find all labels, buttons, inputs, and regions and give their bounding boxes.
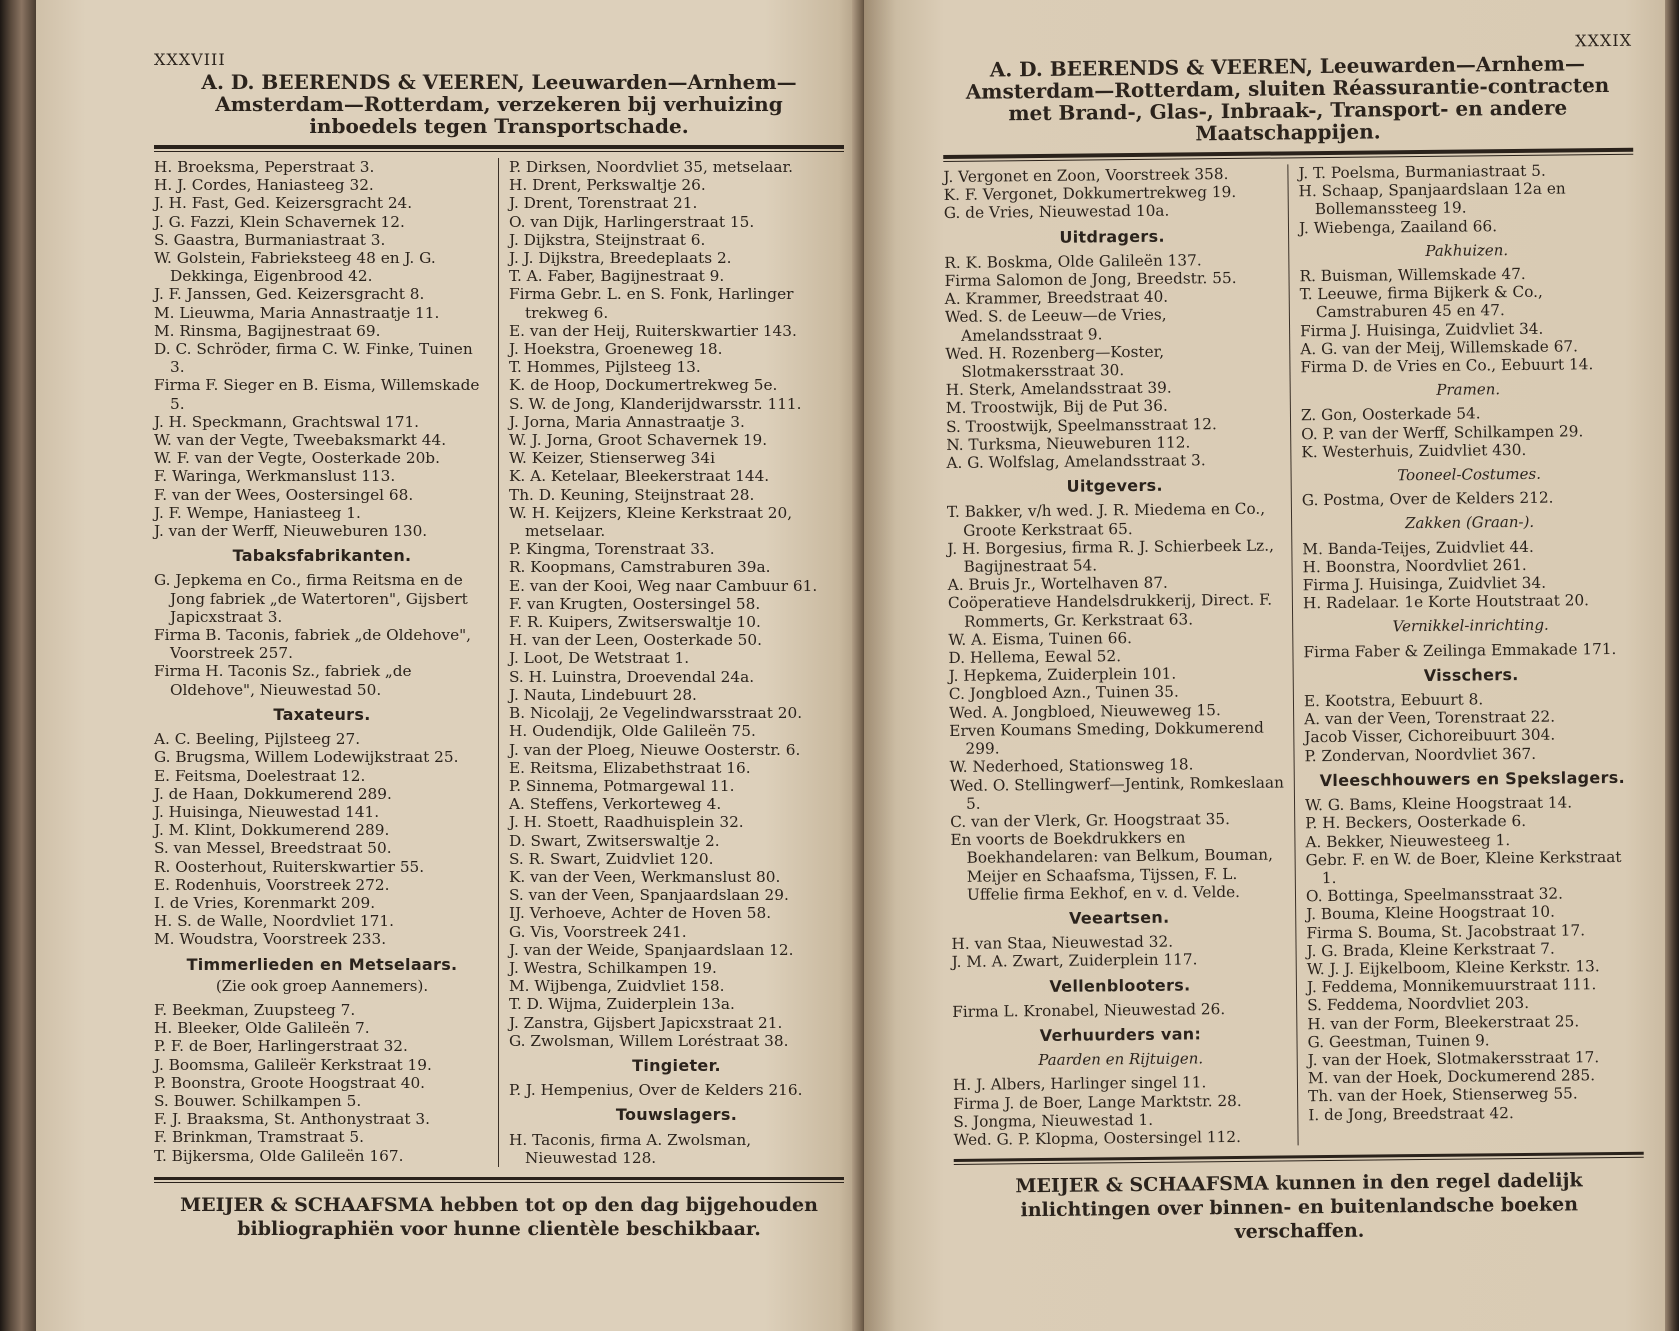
directory-entry: R. K. Boskma, Olde Galileën 137. — [944, 251, 1202, 272]
entry-list — [1298, 161, 1634, 237]
directory-entry: W. J. Jorna, Groot Schavernek 19. — [509, 431, 768, 450]
section-heading-timmerlieden: Timmerlieden en Metselaars. — [186, 954, 458, 974]
entry-list — [1302, 488, 1637, 510]
directory-entry: A. G. Wolfslag, Amelandsstraat 3. — [946, 451, 1206, 473]
directory-entry: S. van der Veen, Spanjaardslaan 29. — [509, 886, 789, 905]
directory-entry: T. D. Wijma, Zuiderplein 13a. — [509, 995, 735, 1014]
left-footer-advert: MEIJER & SCHAAFSMA hebben tot op den dag bijgehouden bibliographiën voor hunne clientèle beschikbaar. — [180, 1193, 818, 1240]
left-page-content — [154, 50, 844, 1241]
directory-entry: H. Oudendijk, Olde Galileën 75. — [509, 722, 756, 741]
directory-entry: P. Sinnema, Potmargewal 11. — [509, 776, 735, 795]
directory-entry: B. Nicolajj, 2e Vegelindwarsstraat 20. — [509, 704, 803, 723]
directory-entry: J. G. Fazzi, Klein Schavernek 12. — [154, 212, 405, 231]
directory-entry: T. Bakker, v/h wed. J. R. Miedema en Co., Groote Kerkstraat 65. — [946, 500, 1266, 540]
directory-entry: A. Krammer, Breedstraat 40. — [944, 287, 1169, 309]
directory-entry: O. Bottinga, Speelmansstraat 32. — [1305, 884, 1564, 906]
directory-entry: H. Sterk, Amelandsstraat 39. — [945, 378, 1172, 400]
directory-entry: W. J. J. Eijkelboom, Kleine Kerkstr. 13. — [1306, 957, 1600, 979]
directory-entry: S. Jongma, Nieuwestad 1. — [953, 1110, 1154, 1131]
directory-entry: J. H. Borgesius, firma R. J. Schierbeek Lz., Bagijnestraat 54. — [947, 536, 1274, 576]
book-edge-right — [1665, 0, 1679, 1331]
directory-entry: W. Golstein, Fabrieksteeg 48 en J. G. Dekkinga, Eigenbrood 42. — [154, 249, 436, 286]
right-page — [864, 0, 1665, 1331]
directory-entry: J. H. Stoett, Raadhuisplein 32. — [509, 813, 744, 832]
directory-entry: F. Waringa, Werkmanslust 113. — [154, 467, 396, 486]
left-page-number: XXXVIII — [154, 50, 226, 69]
directory-entry: C. van der Vlerk, Gr. Hoogstraat 35. — [950, 809, 1230, 831]
entry-list — [951, 932, 1287, 972]
directory-entry: Firma J. Huisinga, Zuidvliet 34. — [1299, 319, 1544, 340]
section-heading-veeartsen: Veeartsen. — [1068, 907, 1170, 928]
directory-entry: D. Swart, Zwitserswaltje 2. — [509, 831, 720, 850]
directory-entry: Firma B. Taconis, fabriek „de Oldehove", Voorstreek 257. — [154, 626, 472, 663]
directory-entry: H. S. de Walle, Noordvliet 171. — [154, 912, 394, 931]
directory-entry: E. Kootstra, Eebuurt 8. — [1303, 690, 1484, 711]
directory-entry: J. Boomsma, Galileër Kerkstraat 19. — [154, 1055, 432, 1074]
directory-entry: R. Oosterhout, Ruiterskwartier 55. — [154, 857, 425, 876]
directory-entry: J. Loot, De Wetstraat 1. — [509, 649, 690, 668]
directory-entry: J. Drent, Torenstraat 21. — [509, 194, 698, 213]
directory-entry: H. J. Cordes, Haniasteeg 32. — [154, 176, 374, 195]
section-heading-vellenblooters: Vellenblooters. — [1049, 974, 1191, 996]
left-columns — [154, 158, 844, 1167]
entry-list — [1304, 689, 1640, 765]
directory-entry: M. Rinsma, Bagijnestraat 69. — [154, 321, 381, 340]
directory-entry: H. van der Form, Bleekerstraat 25. — [1307, 1011, 1580, 1033]
entry-list — [1302, 536, 1638, 612]
section-heading-tingieter: Tingieter. — [632, 1055, 721, 1075]
directory-entry: Firma S. Bouma, St. Jacobstraat 17. — [1306, 920, 1586, 942]
directory-entry: Th. van der Hoek, Stienserweg 55. — [1308, 1084, 1578, 1106]
right-footer-advert: MEIJER & SCHAAFSMA kunnen in den regel dadelijk inlichtingen over binnen- en buitenlandsche boeken verschaffen. — [1015, 1169, 1583, 1244]
directory-entry: Coöperatieve Handelsdrukkerij, Direct. F. Rommerts, Gr. Kerkstraat 63. — [947, 591, 1273, 631]
directory-entry: F. R. Kuipers, Zwitserswaltje 10. — [509, 613, 761, 632]
directory-entry: J. Westra, Schilkampen 19. — [509, 958, 717, 977]
directory-entry: H. Schaap, Spanjaardslaan 12a en Bollemanssteeg 19. — [1298, 179, 1566, 219]
directory-entry: K. de Hoop, Dockumertrekweg 5e. — [509, 376, 778, 395]
directory-entry: J. H. Speckmann, Grachtswal 171. — [154, 412, 420, 431]
directory-entry: F. Beekman, Zuupsteeg 7. — [154, 1000, 356, 1019]
entry-list — [952, 999, 1288, 1021]
directory-entry: J. de Haan, Dokkumerend 289. — [154, 784, 392, 803]
book-edge-left — [0, 0, 36, 1331]
directory-entry: N. Turksma, Nieuweburen 112. — [946, 433, 1191, 454]
section-heading-uitgevers: Uitgevers. — [1066, 475, 1163, 496]
directory-entry: IJ. Verhoeve, Achter de Hoven 58. — [509, 904, 772, 923]
directory-entry: M. van der Hoek, Dockumerend 285. — [1307, 1066, 1596, 1088]
directory-entry: W. F. van der Vegte, Oosterkade 20b. — [154, 449, 440, 468]
directory-entry: Firma Faber & Zeilinga Emmakade 171. — [1303, 639, 1617, 661]
directory-entry: O. P. van der Werff, Schilkampen 29. — [1301, 421, 1584, 443]
directory-entry: Wed. O. Stellingwerf—Jentink, Romkeslaan 5. — [949, 772, 1285, 813]
footer-rule — [154, 1177, 844, 1180]
directory-entry: H. Radelaar. 1e Korte Houtstraat 20. — [1302, 591, 1590, 613]
subsection-heading-vernikkel: Vernikkel-inrichting. — [1392, 616, 1549, 636]
directory-entry: A. G. van der Meij, Willemskade 67. — [1300, 337, 1579, 359]
directory-entry: J. Wiebenga, Zaailand 66. — [1298, 216, 1498, 237]
directory-entry: M. Troostwijk, Bij de Put 36. — [945, 397, 1168, 418]
subsection-heading-pakhuizen: Pakhuizen. — [1425, 240, 1509, 260]
section-heading-touwslagers: Touwslagers. — [615, 1105, 738, 1125]
entry-list — [943, 164, 1280, 222]
directory-entry: P. J. Hempenius, Over de Kelders 216. — [509, 1081, 803, 1100]
directory-entry: Z. Gon, Oosterkade 54. — [1300, 404, 1481, 425]
directory-entry: T. Hommes, Pijlsteeg 13. — [509, 358, 701, 377]
directory-entry: J. T. Poelsma, Burmaniastraat 5. — [1298, 161, 1546, 183]
directory-entry: K. A. Ketelaar, Bleekerstraat 144. — [509, 467, 770, 486]
directory-entry: F. van der Wees, Oostersingel 68. — [154, 485, 414, 504]
directory-entry: H. Boonstra, Noordvliet 261. — [1302, 555, 1527, 577]
directory-entry: R. Buisman, Willemskade 47. — [1299, 264, 1526, 286]
directory-entry: A. Bekker, Nieuwesteeg 1. — [1305, 830, 1511, 851]
directory-entry: C. Jongbloed Azn., Tuinen 35. — [948, 683, 1179, 704]
directory-entry: Erven Koumans Smeding, Dokkumerend 299. — [949, 718, 1265, 758]
entry-list — [1305, 793, 1643, 1124]
directory-entry: P. Dirksen, Noordvliet 35, metselaar. — [509, 158, 793, 176]
directory-entry: R. Koopmans, Camstraburen 39a. — [509, 558, 771, 577]
directory-entry: Wed. H. Rozenberg—Koster, Slotmakersstraat 30. — [945, 342, 1165, 381]
right-column-1 — [943, 164, 1298, 1149]
directory-entry: Firma J. de Boer, Lange Marktstr. 28. — [953, 1091, 1242, 1113]
directory-entry: S. H. Luinstra, Droevendal 24a. — [509, 667, 755, 686]
directory-entry: J. Nauta, Lindebuurt 28. — [509, 685, 697, 704]
directory-entry: S. Bouwer. Schilkampen 5. — [154, 1091, 362, 1110]
entry-list — [944, 250, 1282, 472]
directory-entry: J. Feddema, Monnikemuurstraat 111. — [1306, 975, 1597, 997]
directory-entry: J. G. Brada, Kleine Kerkstraat 7. — [1306, 939, 1555, 960]
directory-entry: H. Broeksma, Peperstraat 3. — [154, 158, 375, 176]
directory-entry: S. Gaastra, Burmaniastraat 3. — [154, 230, 386, 249]
directory-entry: J. Zanstra, Gijsbert Japicxstraat 21. — [509, 1013, 783, 1032]
directory-entry: E. Feitsma, Doelestraat 12. — [154, 766, 366, 785]
right-page-content — [942, 31, 1645, 1247]
entry-list — [947, 500, 1287, 904]
directory-entry: J. Huisinga, Nieuwestad 141. — [154, 802, 380, 821]
left-column-1 — [154, 158, 499, 1167]
subsection-heading-pramen: Pramen. — [1436, 380, 1501, 400]
header-rule-thin — [154, 151, 844, 152]
directory-entry: J. Dijkstra, Steijnstraat 6. — [509, 230, 706, 249]
entry-list — [1303, 639, 1638, 661]
section-subheading: (Zie ook groep Aannemers). — [215, 976, 429, 995]
directory-entry: A. van der Veen, Torenstraat 22. — [1304, 707, 1556, 729]
directory-entry: Firma Gebr. L. en S. Fonk, Harlinger trekweg 6. — [509, 285, 794, 322]
directory-entry: Firma H. Taconis Sz., fabriek „de Oldehove", Nieuwestad 50. — [154, 662, 412, 699]
directory-entry: D. C. Schröder, firma C. W. Finke, Tuinen 3. — [154, 340, 473, 377]
directory-entry: Firma L. Kronabel, Nieuwestad 26. — [952, 999, 1226, 1021]
left-page — [36, 0, 864, 1331]
directory-entry: Firma F. Sieger en B. Eisma, Willemskade 5. — [154, 376, 480, 413]
directory-entry: K. van der Veen, Werkmanslust 80. — [509, 867, 781, 886]
directory-entry: S. R. Swart, Zuidvliet 120. — [509, 849, 714, 868]
directory-entry: G. Zwolsman, Willem Loréstraat 38. — [509, 1031, 789, 1050]
directory-entry: F. van Krugten, Oostersingel 58. — [509, 594, 761, 613]
directory-entry: S. Feddema, Noordvliet 203. — [1307, 994, 1530, 1015]
directory-entry: Gebr. F. en W. de Boer, Kleine Kerkstraat 1. — [1305, 847, 1622, 887]
directory-entry: H. Drent, Perkswaltje 26. — [509, 176, 706, 195]
directory-entry: H. J. Albers, Harlinger singel 11. — [952, 1073, 1207, 1095]
directory-entry: M. Lieuwma, Maria Annastraatje 11. — [154, 303, 440, 322]
directory-entry: En voorts de Boekdrukkers en Boekhandelaren: van Belkum, Bouman, Meijer en Schaafsma, Tijssen, F. L. Uffelie firma Eekhof, en v. d. Velde. — [950, 828, 1274, 904]
directory-entry: E. van der Heij, Ruiterskwartier 143. — [509, 321, 797, 340]
directory-entry: M. Woudstra, Voorstreek 233. — [154, 930, 387, 949]
subsection-heading-paarden: Paarden en Rijtuigen. — [1038, 1049, 1204, 1070]
directory-entry: J. Bouma, Kleine Hoogstraat 10. — [1306, 902, 1556, 924]
directory-entry: K. Westerhuis, Zuidvliet 430. — [1301, 440, 1527, 462]
directory-entry: Firma D. de Vries en Co., Eebuurt 14. — [1300, 355, 1594, 377]
directory-entry: M. Wijbenga, Zuidvliet 158. — [509, 977, 725, 996]
directory-entry: G. Postma, Over de Kelders 212. — [1301, 488, 1554, 510]
directory-entry: P. Kingma, Torenstraat 33. — [509, 540, 715, 559]
directory-entry: W. A. Eisma, Tuinen 66. — [948, 628, 1133, 649]
directory-entry: E. Reitsma, Elizabethstraat 16. — [509, 758, 751, 777]
directory-entry: Wed. A. Jongbloed, Nieuweweg 15. — [948, 700, 1221, 722]
directory-entry: T. Bijkersma, Olde Galileën 167. — [154, 1146, 404, 1165]
entry-list — [953, 1073, 1290, 1149]
directory-entry: H. van der Leen, Oosterkade 50. — [509, 631, 762, 650]
entry-list — [154, 571, 490, 698]
section-heading-uitdragers: Uitdragers. — [1059, 226, 1165, 247]
right-columns — [943, 161, 1643, 1149]
directory-entry: I. de Jong, Breedstraat 42. — [1308, 1103, 1514, 1124]
directory-entry: J. van der Hoek, Slotmakersstraat 17. — [1307, 1048, 1600, 1070]
directory-entry: W. Nederhoed, Stationsweg 18. — [949, 755, 1194, 777]
directory-entry: E. Rodenhuis, Voorstreek 272. — [154, 875, 390, 894]
section-heading-tabaksfabrikanten: Tabaksfabrikanten. — [232, 546, 412, 566]
directory-entry: G. de Vries, Nieuwestad 10a. — [943, 202, 1170, 223]
directory-entry: G. Jepkema en Co., firma Reitsma en de Jong fabriek „de Watertoren", Gijsbert Japicxstraat 3. — [154, 571, 468, 626]
directory-entry: J. van der Werff, Nieuweburen 130. — [154, 522, 428, 541]
right-headline: A. D. BEERENDS & VEEREN, Leeuwarden—Arnhem—Amsterdam—Rotterdam, sluiten Réassurantie-contracten met Brand-, Glas-, Inbraak-, Transport- en andere Maatschappijen. — [965, 51, 1610, 146]
directory-entry: W. van der Vegte, Tweebaksmarkt 44. — [154, 431, 447, 450]
header-rule — [154, 145, 844, 149]
directory-entry: J. Vergonet en Zoon, Voorstreek 358. — [943, 165, 1229, 186]
directory-entry: Jacob Visser, Cichoreibuurt 304. — [1304, 726, 1556, 747]
directory-entry: S. Troostwijk, Speelmansstraat 12. — [945, 414, 1217, 436]
directory-entry: W. H. Keijzers, Kleine Kerkstraat 20, metselaar. — [509, 503, 793, 541]
directory-entry: H. van Staa, Nieuwestad 32. — [951, 932, 1174, 954]
left-headline: A. D. BEERENDS & VEEREN, Leeuwarden—Arnhem—Amsterdam—Rotterdam, verzekeren bij verhuizing inboedels tegen Transportschade. — [201, 70, 797, 138]
directory-entry: S. W. de Jong, Klanderijdwarsstr. 111. — [509, 394, 802, 413]
directory-entry: J. H. Fast, Ged. Keizersgracht 24. — [154, 194, 413, 213]
directory-entry: J. F. Janssen, Ged. Keizersgracht 8. — [154, 285, 425, 304]
directory-entry: T. Leeuwe, firma Bijkerk & Co., Camstraburen 45 en 47. — [1299, 282, 1543, 322]
section-heading-taxateurs: Taxateurs. — [273, 704, 371, 724]
directory-entry: T. A. Faber, Bagijnestraat 9. — [509, 267, 725, 286]
directory-entry: G. Brugsma, Willem Lodewijkstraat 25. — [154, 748, 459, 767]
directory-entry: J. F. Wempe, Haniasteeg 1. — [154, 503, 361, 522]
directory-entry: E. van der Kooi, Weg naar Cambuur 61. — [509, 576, 818, 595]
directory-entry: H. Bleeker, Olde Galileën 7. — [154, 1019, 370, 1038]
directory-entry: J. van der Weide, Spanjaardslaan 12. — [509, 940, 794, 959]
directory-entry: P. Zondervan, Noordvliet 367. — [1304, 744, 1537, 765]
directory-entry: P. F. de Boer, Harlingerstraat 32. — [154, 1037, 408, 1056]
directory-entry: J. M. A. Zwart, Zuiderplein 117. — [951, 950, 1198, 972]
directory-entry: J. Jorna, Maria Annastraatje 3. — [509, 412, 745, 431]
section-heading-visschers: Visschers. — [1423, 664, 1519, 685]
directory-entry: J. Hepkema, Zuiderplein 101. — [948, 664, 1177, 686]
directory-entry: G. Geestman, Tuinen 9. — [1307, 1031, 1490, 1051]
directory-entry: J. J. Dijkstra, Breedeplaats 2. — [509, 249, 732, 268]
entry-list — [154, 1001, 490, 1165]
left-column-2 — [499, 158, 844, 1167]
entry-list — [154, 730, 490, 948]
footer-rule-thin — [154, 1182, 844, 1183]
subsection-heading-tooneel: Tooneel-Costumes. — [1397, 464, 1542, 485]
directory-entry: K. F. Vergonet, Dokkumertrekweg 19. — [943, 183, 1237, 205]
directory-entry: F. Brinkman, Tramstraat 5. — [154, 1128, 365, 1147]
directory-entry: D. Hellema, Eewal 52. — [948, 647, 1122, 668]
directory-entry: S. van Messel, Breedstraat 50. — [154, 839, 392, 858]
directory-entry: P. Boonstra, Groote Hoogstraat 40. — [154, 1073, 426, 1092]
directory-entry: O. van Dijk, Harlingerstraat 15. — [509, 212, 755, 231]
entry-list — [154, 158, 490, 540]
directory-entry: H. Taconis, firma A. Zwolsman, Nieuwestad 128. — [509, 1130, 752, 1167]
entry-list — [509, 1131, 844, 1167]
section-heading-vleeschhouwers: Vleeschhouwers en Spekslagers. — [1319, 767, 1626, 790]
directory-entry: J. Hoekstra, Groeneweg 18. — [509, 340, 723, 359]
entry-list — [1299, 264, 1635, 377]
directory-entry: Firma Salomon de Jong, Breedstr. 55. — [944, 268, 1237, 291]
directory-entry: W. Keizer, Stienserweg 34i — [509, 449, 715, 468]
right-column-2 — [1288, 161, 1643, 1146]
directory-entry: A. C. Beeling, Pijlsteeg 27. — [154, 730, 361, 749]
directory-entry: P. H. Beckers, Oosterkade 6. — [1305, 812, 1527, 833]
directory-entry: J. van der Ploeg, Nieuwe Oosterstr. 6. — [509, 740, 801, 759]
directory-entry: A. Bruis Jr., Wortelhaven 87. — [947, 573, 1168, 595]
directory-entry: Firma J. Huisinga, Zuidvliet 34. — [1302, 573, 1547, 595]
right-page-number: XXXIX — [1575, 30, 1633, 51]
directory-entry: F. J. Braaksma, St. Anthonystraat 3. — [154, 1110, 430, 1129]
directory-entry: M. Banda-Teijes, Zuidvliet 44. — [1302, 537, 1534, 558]
directory-entry: I. de Vries, Korenmarkt 209. — [154, 893, 376, 912]
entry-list — [509, 1081, 844, 1099]
directory-entry: G. Vis, Voorstreek 241. — [509, 922, 687, 941]
entry-list — [1301, 403, 1637, 461]
directory-entry: Th. D. Keuning, Steijnstraat 28. — [509, 485, 755, 504]
directory-entry: Wed. G. P. Klopma, Oostersingel 112. — [953, 1127, 1242, 1149]
directory-entry: J. M. Klint, Dokkumerend 289. — [154, 821, 390, 840]
directory-entry: W. G. Bams, Kleine Hoogstraat 14. — [1304, 793, 1573, 815]
subsection-heading-zakken: Zakken (Graan-). — [1404, 513, 1535, 533]
directory-entry: Wed. S. de Leeuw—de Vries, Amelandsstraat 9. — [944, 306, 1167, 345]
directory-entry: A. Steffens, Verkorteweg 4. — [509, 795, 722, 814]
section-heading-verhuurders: Verhuurders van: — [1039, 1024, 1202, 1045]
entry-list — [509, 158, 844, 1050]
